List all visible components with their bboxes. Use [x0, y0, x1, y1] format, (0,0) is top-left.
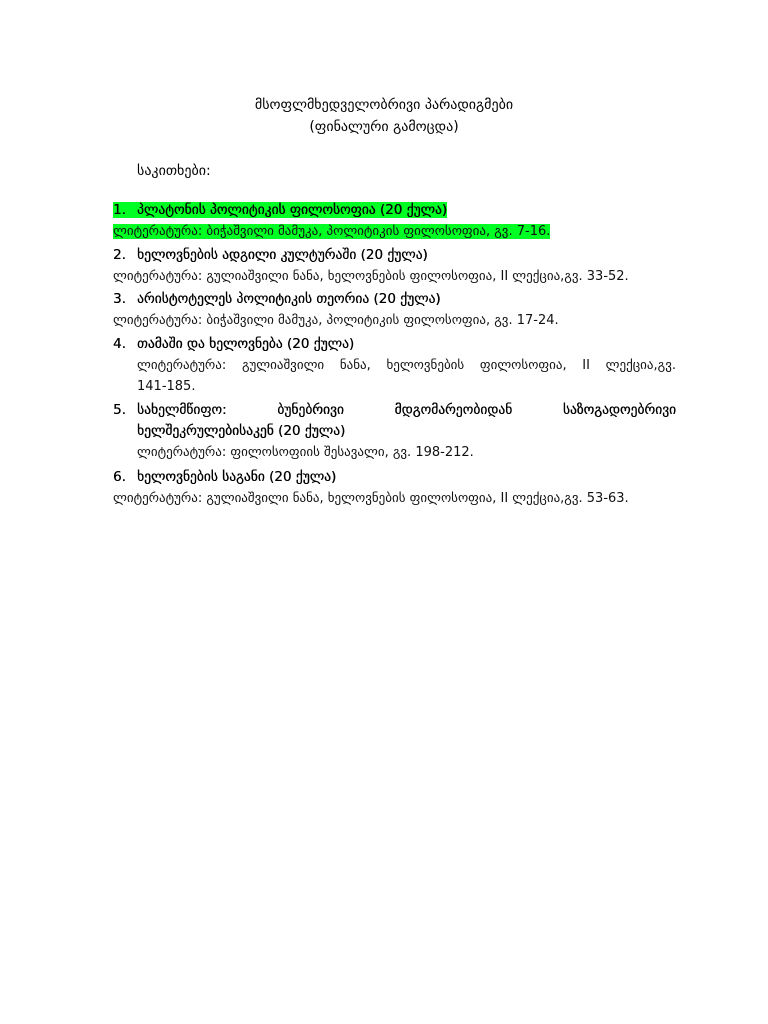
- item-number: 6.: [113, 469, 126, 485]
- list-item: [113, 400, 676, 463]
- item-number: 3.: [113, 291, 126, 307]
- item-literature: ლიტერატურა: გულიაშვილი ნანა, ხელოვნების ფილოსოფია, II ლექცია,გვ. 53-63.: [113, 491, 629, 506]
- item-literature: ლიტერატურა: ფილოსოფიის შესავალი, გვ. 198-212.: [137, 445, 474, 460]
- item-literature: ლიტერატურა: ბიჭაშვილი მამუკა, პოლიტიკის ფილოსოფია, გვ. 7-16.: [113, 224, 551, 239]
- item-heading: 6. ხელოვნების საგანი (20 ქულა): [113, 467, 676, 488]
- item-literature: ლიტერატურა: ბიჭაშვილი მამუკა, პოლიტიკის ფილოსოფია, გვ. 17-24.: [113, 313, 559, 328]
- item-heading: 2. ხელოვნების ადგილი კულტურაში (20 ქულა): [113, 245, 676, 266]
- document-subtitle: (ფინალური გამოცდა): [309, 119, 459, 135]
- questions-label: საკითხები:: [137, 163, 211, 179]
- item-heading: 5. სახელმწიფო: ბუნებრივი მდგომარეობიდან საზოგადოებრივი: [113, 400, 676, 421]
- item-literature: ლიტერატურა: გულიაშვილი ნანა, ხელოვნების ფილოსოფია, II ლექცია,გვ.: [137, 358, 676, 373]
- item-heading-cont: ხელშეკრულებისაკენ (20 ქულა): [137, 423, 346, 439]
- list-item: [113, 200, 676, 242]
- item-heading: 4. თამაში და ხელოვნება (20 ქულა): [113, 334, 676, 355]
- item-heading: 1. პლატონის პოლიტიკის ფილოსოფია (20 ქულა): [113, 202, 447, 218]
- item-number: 5.: [113, 402, 126, 418]
- list-item: [113, 245, 676, 287]
- item-literature-cont: 141-185.: [137, 379, 196, 394]
- item-number: 4.: [113, 336, 126, 352]
- item-heading: 3. არისტოტელეს პოლიტიკის თეორია (20 ქულა): [113, 289, 676, 310]
- list-item: [113, 467, 676, 509]
- item-literature: ლიტერატურა: გულიაშვილი ნანა, ხელოვნების ფილოსოფია, II ლექცია,გვ. 33-52.: [113, 269, 629, 284]
- item-number: 1.: [113, 202, 126, 218]
- list-item: [113, 289, 676, 331]
- list-item: [113, 334, 676, 397]
- document-title: მსოფლმხედველობრივი პარადიგმები: [254, 97, 514, 113]
- item-number: 2.: [113, 247, 126, 263]
